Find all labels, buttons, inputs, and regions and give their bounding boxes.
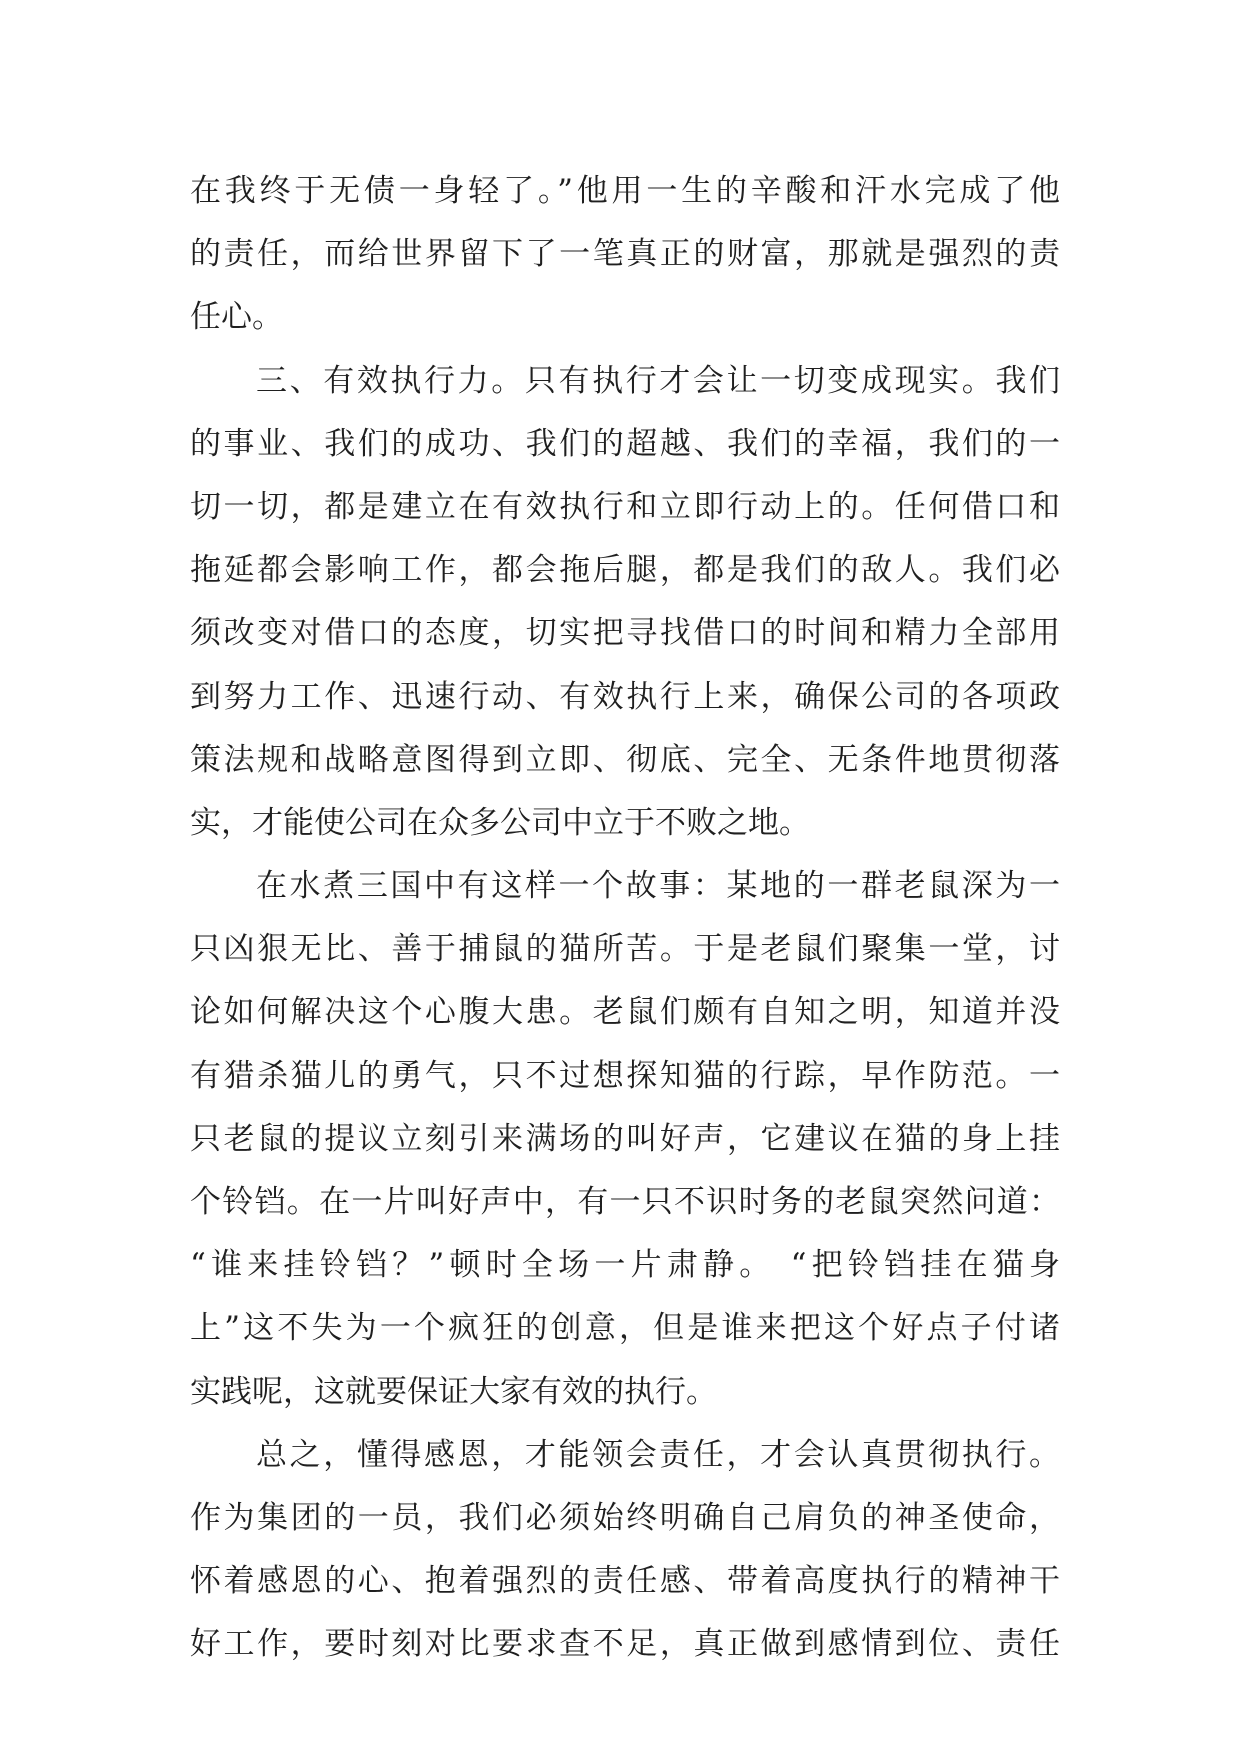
text-line: 上”这不失为一个疯狂的创意，但是谁来把这个好点子付诸 (190, 1310, 1060, 1347)
body-text (190, 160, 1060, 1677)
paragraph-start-line: 总之，懂得感恩，才能领会责任，才会认真贯彻执行。 (256, 1436, 1060, 1473)
text-line: 的责任，而给世界留下了一笔真正的财富，那就是强烈的责 (190, 236, 1060, 273)
text-line: 怀着感恩的心、抱着强烈的责任感、带着高度执行的精神干 (190, 1563, 1060, 1600)
text-line: 只老鼠的提议立刻引来满场的叫好声，它建议在猫的身上挂 (190, 1120, 1060, 1157)
text-line: 实践呢，这就要保证大家有效的执行。 (190, 1373, 717, 1410)
text-line: 论如何解决这个心腹大患。老鼠们颇有自知之明，知道并没 (190, 994, 1060, 1031)
text-line: 须改变对借口的态度，切实把寻找借口的时间和精力全部用 (190, 615, 1060, 652)
text-line: 切一切，都是建立在有效执行和立即行动上的。任何借口和 (190, 488, 1060, 525)
text-line: 在我终于无债一身轻了。”他用一生的辛酸和汗水完成了他 (190, 173, 1060, 209)
paragraph-start-line: 在水煮三国中有这样一个故事：某地的一群老鼠深为一 (256, 868, 1060, 905)
text-line: 个铃铛。在一片叫好声中，有一只不识时务的老鼠突然问道： (190, 1184, 1060, 1220)
text-line: “谁来挂铃铛？”顿时全场一片肃静。 “把铃铛挂在猫身 (190, 1247, 1060, 1284)
text-line: 有猎杀猫儿的勇气，只不过想探知猫的行踪，早作防范。一 (190, 1057, 1060, 1094)
text-line: 好工作，要时刻对比要求查不足，真正做到感情到位、责任 (190, 1626, 1060, 1663)
text-line: 只凶狠无比、善于捕鼠的猫所苦。于是老鼠们聚集一堂，讨 (190, 931, 1060, 968)
paragraph-start-line: 三、有效执行力。只有执行才会让一切变成现实。我们 (256, 362, 1060, 399)
text-line: 拖延都会影响工作，都会拖后腿，都是我们的敌人。我们必 (190, 552, 1060, 589)
text-line: 到努力工作、迅速行动、有效执行上来，确保公司的各项政 (190, 678, 1060, 715)
text-line: 作为集团的一员，我们必须始终明确自己肩负的神圣使命， (190, 1499, 1060, 1536)
text-line: 策法规和战略意图得到立即、彻底、完全、无条件地贯彻落 (190, 741, 1060, 778)
text-line: 任心。 (190, 299, 283, 336)
text-line: 的事业、我们的成功、我们的超越、我们的幸福，我们的一 (190, 425, 1060, 462)
text-line: 实，才能使公司在众多公司中立于不败之地。 (190, 804, 810, 841)
